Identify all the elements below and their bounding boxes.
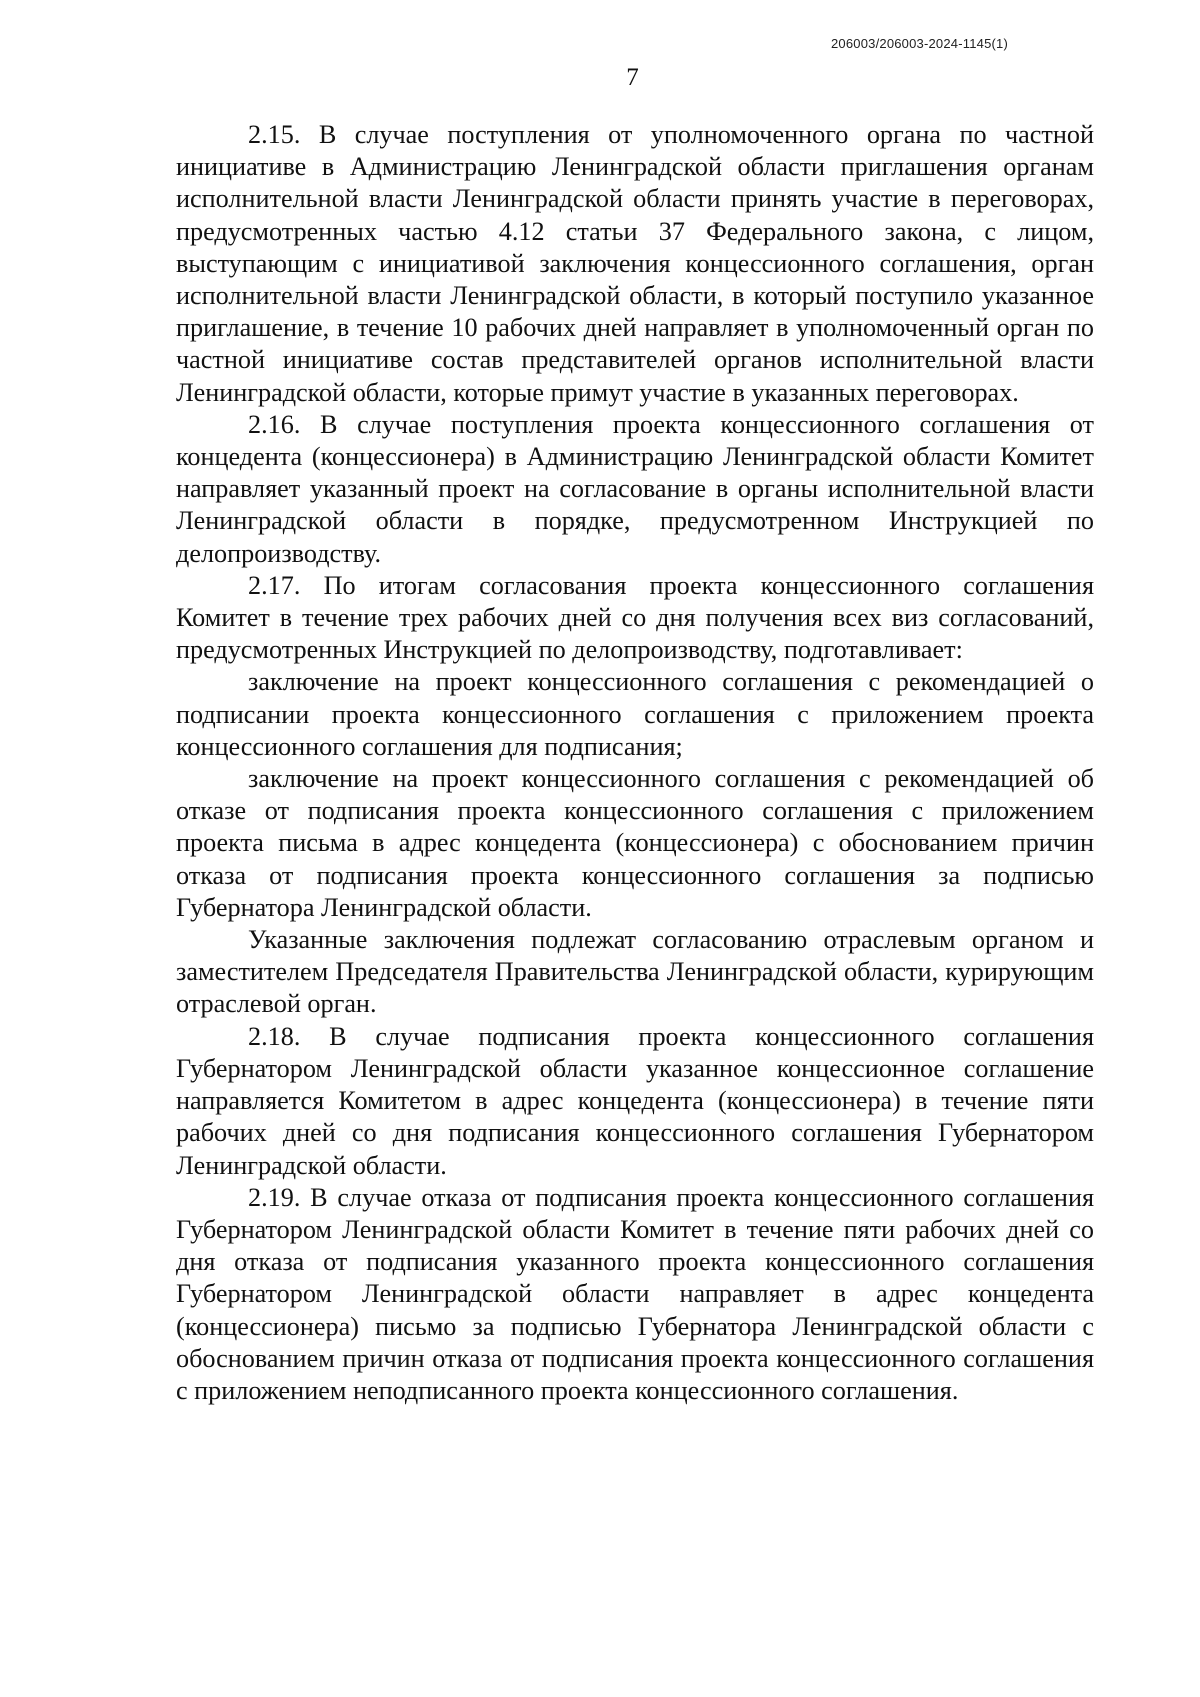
paragraph-2-17: 2.17. По итогам согласования проекта концессионного соглашения Комитет в течение трех рабочих дней со дня получения всех виз согласований, предусмотренных Инструкцией по делопроизводству, подготавливает: xyxy=(176,570,1094,665)
paragraph-conclusions-approval: Указанные заключения подлежат согласованию отраслевым органом и заместителем Председателя Правительства Ленинградской области, курирующим отраслевой орган. xyxy=(176,925,1094,1019)
document-registration-number: 206003/206003-2024-1145(1) xyxy=(831,36,1008,51)
page-number: 7 xyxy=(626,64,639,91)
paragraph-2-18: 2.18. В случае подписания проекта концессионного соглашения Губернатором Ленинградской области указанное концессионное соглашение направляется Комитетом в адрес концедента (концессионера) в течение пяти рабочих дней со дня подписания концессионного соглашения Губернатором Ленинградской области. xyxy=(176,1021,1094,1180)
paragraph-conclusion-signing: заключение на проект концессионного соглашения с рекомендацией о подписании проекта концессионного соглашения с приложением проекта концессионного соглашения для подписания; xyxy=(176,667,1094,761)
paragraph-2-16: 2.16. В случае поступления проекта концессионного соглашения от концедента (концессионера) в Администрацию Ленинградской области Комитет направляет указанный проект на согласование в органы исполнительной власти Ленинградской области в порядке, предусмотренном Инструкцией по делопроизводству. xyxy=(176,409,1094,568)
document-body xyxy=(176,119,1094,1407)
paragraph-2-19: 2.19. В случае отказа от подписания проекта концессионного соглашения Губернатором Ленинградской области Комитет в течение пяти рабочих дней со дня отказа от подписания указанного проекта концессионного соглашения Губернатором Ленинградской области направляет в адрес концедента (концессионера) письмо за подписью Губернатора Ленинградской области с обоснованием причин отказа от подписания проекта концессионного соглашения с приложением неподписанного проекта концессионного соглашения. xyxy=(176,1182,1094,1405)
paragraph-conclusion-refusal: заключение на проект концессионного соглашения с рекомендацией об отказе от подписания проекта концессионного соглашения с приложением проекта письма в адрес концедента (концессионера) с обоснованием причин отказа от подписания проекта концессионного соглашения за подписью Губернатора Ленинградской области. xyxy=(176,764,1094,922)
paragraph-2-15: 2.15. В случае поступления от уполномоченного органа по частной инициативе в Администрацию Ленинградской области приглашения органам исполнительной власти Ленинградской области принять участие в переговорах, предусмотренных частью 4.12 статьи 37 Федерального закона, с лицом, выступающим с инициативой заключения концессионного соглашения, орган исполнительной власти Ленинградской области, в который поступило указанное приглашение, в течение 10 рабочих дней направляет в уполномоченный орган по частной инициативе состав представителей органов исполнительной власти Ленинградской области, которые примут участие в указанных переговорах. xyxy=(176,120,1094,407)
